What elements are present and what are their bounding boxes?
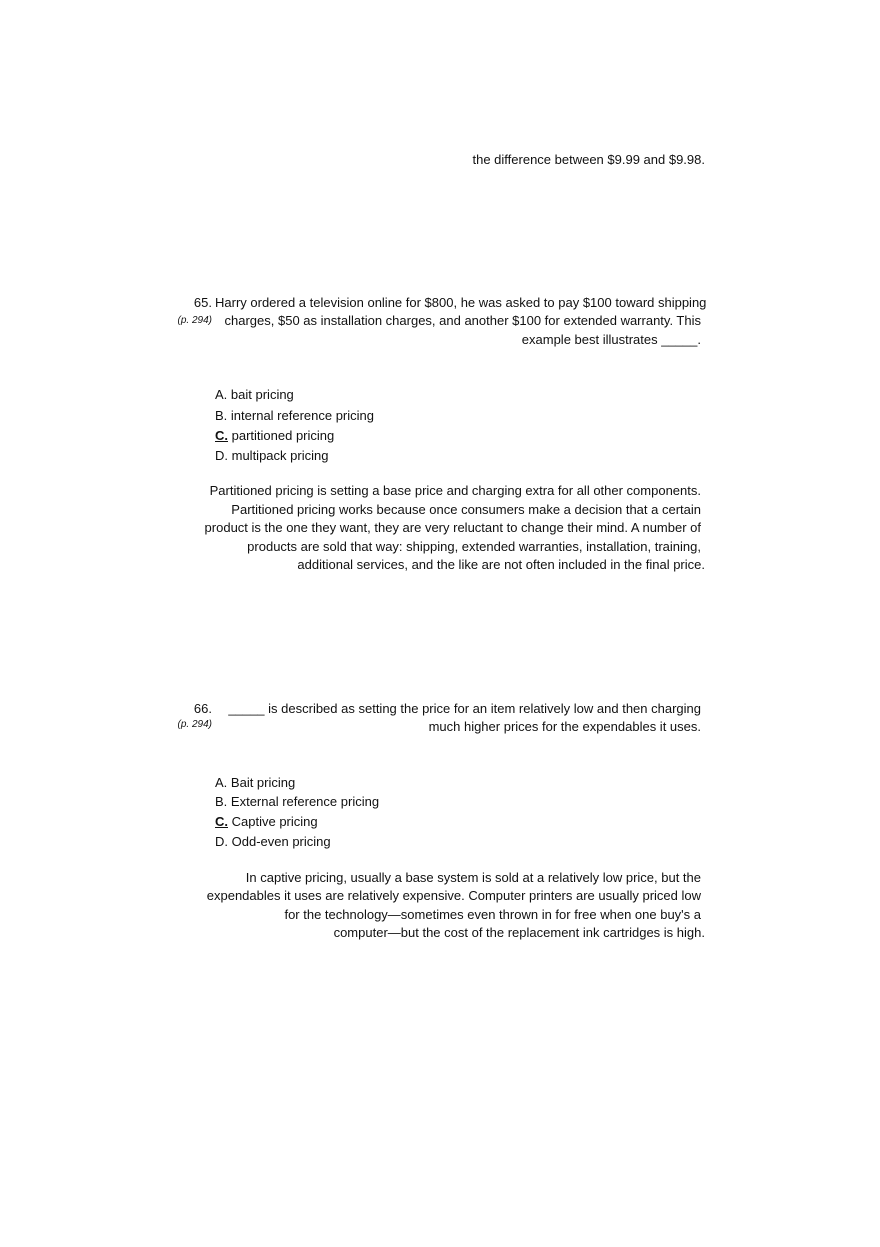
explanation-line: Partitioned pricing works because once consumers make a decision that a certain xyxy=(231,502,701,517)
choice-c-correct xyxy=(215,813,318,831)
choice-text: External reference pricing xyxy=(230,794,380,809)
choice-text: multipack pricing xyxy=(231,448,329,463)
explanation-line: In captive pricing, usually a base system is sold at a relatively low price, but the xyxy=(245,870,701,885)
choice-text: internal reference pricing xyxy=(230,408,374,423)
explanation-line: expendables it uses are relatively expensive. Computer printers are usually priced low xyxy=(206,888,701,903)
choice-c-correct xyxy=(215,427,334,445)
question-stem-line: charges, $50 as installation charges, and another $100 for extended warranty. This xyxy=(224,313,701,328)
choice-text: partitioned pricing xyxy=(231,428,335,443)
choice-d xyxy=(215,833,331,851)
choice-b xyxy=(215,407,374,425)
page-reference: (p. 294) xyxy=(177,315,212,326)
question-stem-line: much higher prices for the expendables it uses. xyxy=(428,719,701,734)
choice-d xyxy=(215,447,328,465)
choice-letter: D. xyxy=(215,834,228,849)
previous-explanation-line: the difference between $9.99 and $9.98. xyxy=(472,152,705,167)
explanation-line: product is the one they want, they are very reluctant to change their mind. A number of xyxy=(204,520,701,535)
choice-text: Bait pricing xyxy=(230,775,296,790)
explanation-line: products are sold that way: shipping, extended warranties, installation, training, xyxy=(247,539,701,554)
choice-letter: B. xyxy=(215,794,228,809)
correct-answer-marker: C. xyxy=(215,428,228,443)
choice-letter: A. xyxy=(215,387,228,402)
explanation-line: additional services, and the like are not often included in the final price. xyxy=(297,557,705,572)
choice-text: Captive pricing xyxy=(231,814,318,829)
question-stem-line: Harry ordered a television online for $800, he was asked to pay $100 toward shipping xyxy=(215,295,707,310)
page-reference: (p. 294) xyxy=(177,719,212,730)
choice-letter: A. xyxy=(215,775,228,790)
choice-text: bait pricing xyxy=(230,387,294,402)
choice-b xyxy=(215,793,379,811)
explanation-line: computer—but the cost of the replacement ink cartridges is high. xyxy=(333,925,705,940)
question-number: 65. xyxy=(193,295,212,310)
explanation-line: Partitioned pricing is setting a base price and charging extra for all other components. xyxy=(209,483,701,498)
question-stem-line: _____ is described as setting the price for an item relatively low and then charging xyxy=(228,701,701,716)
question-stem-line: example best illustrates _____. xyxy=(521,332,701,347)
choice-letter: B. xyxy=(215,408,228,423)
question-number: 66. xyxy=(193,701,212,716)
choice-a xyxy=(215,386,294,404)
choice-a xyxy=(215,774,295,792)
explanation-line: for the technology—sometimes even thrown in for free when one buy's a xyxy=(284,907,701,922)
correct-answer-marker: C. xyxy=(215,814,228,829)
choice-text: Odd-even pricing xyxy=(231,834,331,849)
choice-letter: D. xyxy=(215,448,228,463)
